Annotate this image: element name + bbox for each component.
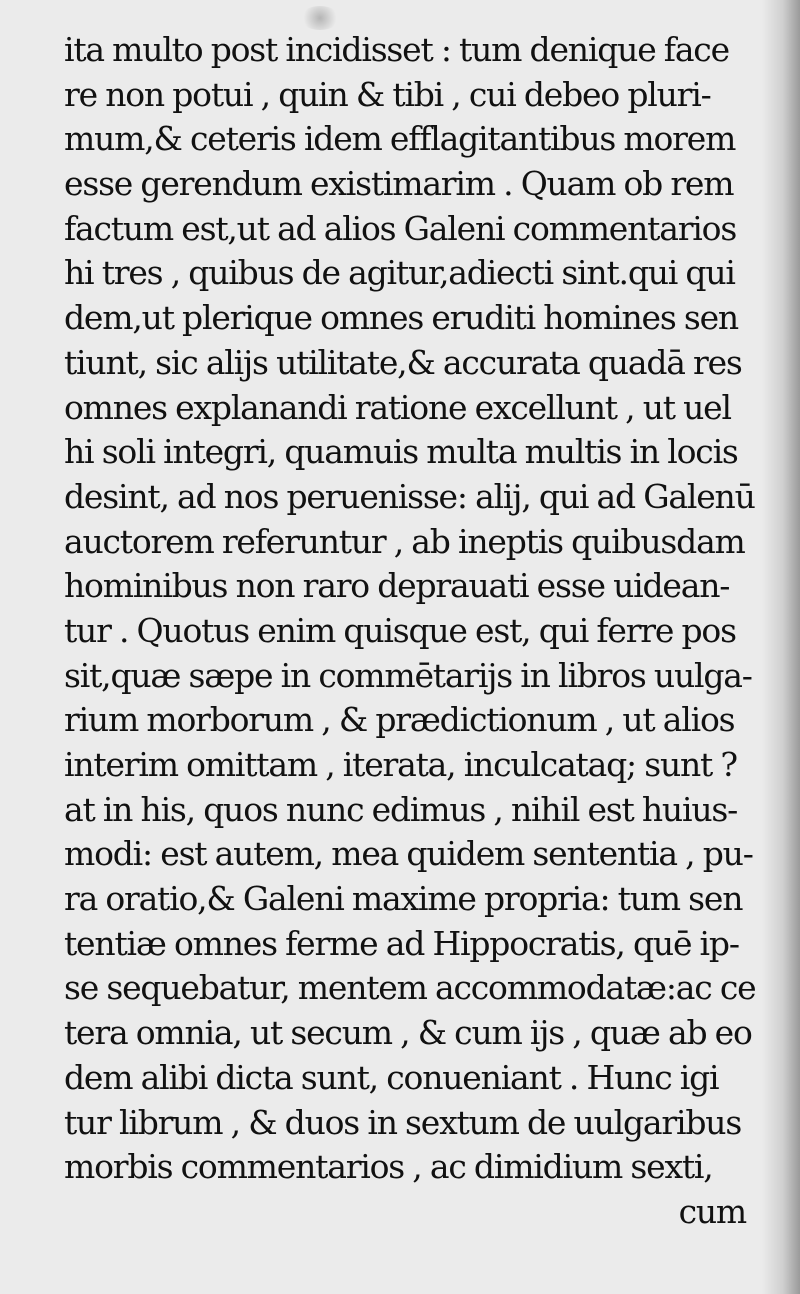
text-line: omnes explanandi ratione excellunt , ut uel bbox=[64, 387, 731, 427]
text-line: at in his, quos nunc edimus , nihil est huius- bbox=[64, 789, 738, 829]
text-line: modi: est autem, mea quidem sententia , pu- bbox=[64, 834, 753, 874]
text-line: se sequebatur, mentem accommodatæ:ac ce bbox=[64, 968, 756, 1008]
text-line: tera omnia, ut secum , & cum ijs , quæ ab eo bbox=[64, 1013, 752, 1053]
text-line: tur . Quotus enim quisque est, qui ferre pos bbox=[64, 610, 736, 650]
catchword: cum bbox=[678, 1191, 746, 1231]
ink-smudge bbox=[300, 6, 340, 30]
text-line: tiunt, sic alijs utilitate,& accurata quadā res bbox=[64, 342, 742, 382]
text-line: dem alibi dicta sunt, conueniant . Hunc igi bbox=[64, 1057, 719, 1097]
text-line: desint, ad nos peruenisse: alij, qui ad Galenū bbox=[64, 476, 755, 516]
text-line: rium morborum , & prædictionum , ut alios bbox=[64, 700, 735, 740]
text-line: morbis commentarios , ac dimidium sexti, bbox=[64, 1147, 713, 1187]
text-line: esse gerendum existimarim . Quam ob rem bbox=[64, 164, 734, 204]
text-line: hominibus non raro deprauati esse uidean- bbox=[64, 566, 730, 606]
text-line: hi tres , quibus de agitur,adiecti sint.qui qui bbox=[64, 253, 735, 293]
text-line: factum est,ut ad alios Galeni commentarios bbox=[64, 208, 737, 248]
text-line: interim omittam , iterata, inculcataq; sunt ? bbox=[64, 745, 737, 784]
text-line: ra oratio,& Galeni maxime propria: tum sen bbox=[64, 879, 743, 919]
text-line: hi soli integri, quamuis multa multis in locis bbox=[64, 432, 738, 472]
text-line: re non potui , quin & tibi , cui debeo pluri- bbox=[64, 74, 711, 114]
text-line: dem,ut plerique omnes eruditi homines sen bbox=[64, 298, 738, 338]
text-line: tentiæ omnes ferme ad Hippocratis, quē ip- bbox=[64, 923, 739, 963]
text-line: tur librum , & duos in sextum de uulgaribus bbox=[64, 1102, 742, 1142]
text-line: ita multo post incidisset : tum denique face bbox=[64, 30, 729, 69]
text-line: auctorem referuntur , ab ineptis quibusdam bbox=[64, 521, 745, 561]
page-text bbox=[64, 28, 776, 1235]
text-line: sit,quæ sæpe in commētarijs in libros uulga- bbox=[64, 655, 752, 695]
binding-shadow bbox=[762, 0, 800, 1294]
text-line: mum,& ceteris idem efflagitantibus morem bbox=[64, 119, 736, 159]
